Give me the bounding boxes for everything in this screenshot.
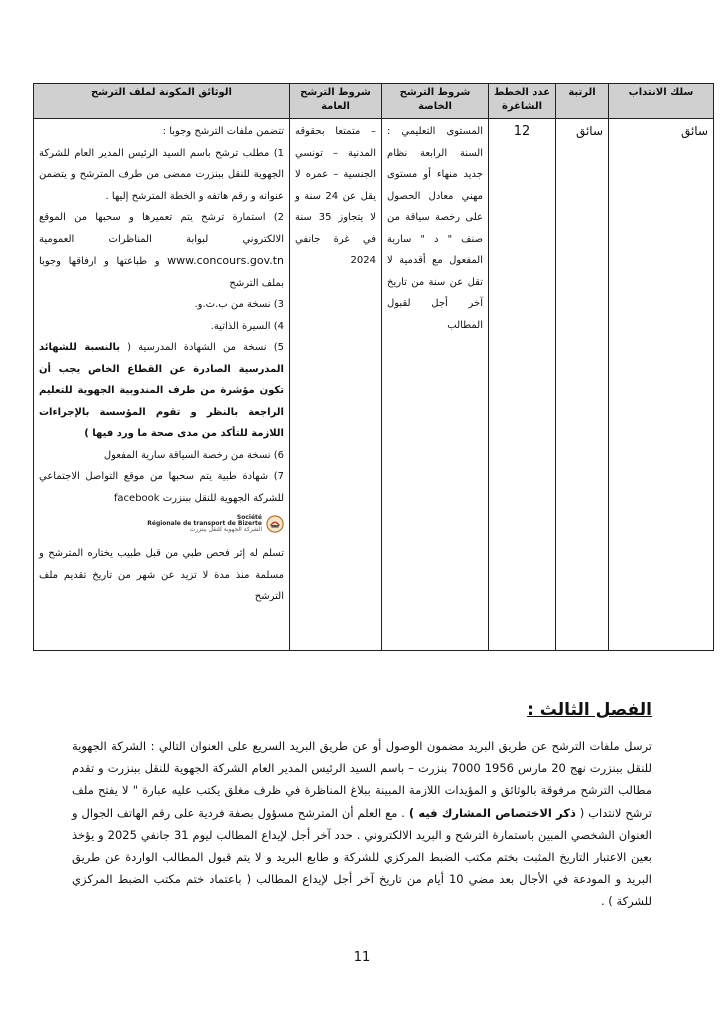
logo-text-ar: الشركة الجهوية للنقل ببنزرت [189,526,262,533]
cell-positions: 12 [489,119,556,651]
cell-grade: سائق [556,119,609,651]
documents-item-2 [39,207,284,294]
table-row [34,119,714,651]
documents-item-1: 1) مطلب ترشح باسم السيد الرئيس المدير العام للشركة الجهوية للنقل ببنزرت ممضى من طرف المترشح و يتضمن عنوانه و رقم هاتفه و الخطة المترشح إليها . [39,147,284,202]
logo-text-fr-1: Société [236,514,262,521]
documents-intro: تتضمن ملفات الترشح وجوبا : [162,126,284,137]
header-positions: عدد الخطط الشاغرة [489,84,556,119]
page-number: 11 [353,950,371,965]
bus-logo-icon [266,515,284,533]
documents-item-6: 6) نسخة من رخصة السياقة سارية المفعول [103,449,284,461]
header-general-conditions: شروط الترشح العامة [290,84,382,119]
header-grade: الرتبة [556,84,609,119]
documents-item-4: 4) السيرة الذاتية. [210,320,284,332]
documents-item-7: 7) شهادة طبية يتم سحبها من موقع التواصل الاجتماعي للشركة الجهوية للنقل ببنزرت facebook [39,471,284,504]
documents-item-3: 3) نسخة من ب.ت.و. [194,299,284,310]
table-header-row [34,84,714,119]
documents-item-2-text-b: و طباعتها و ارفاقها وجوبا بملف الترشح [39,256,284,289]
header-corps: سلك الانتداب [609,84,714,119]
recruitment-table [33,83,714,651]
cell-general-conditions: – متمتعا بحقوقه المدنية – تونسي الجنسية – عمره لا يقل عن 24 سنة و لا يتجاوز 35 سنة في غرة جانفي 2024 [290,119,382,651]
header-special-conditions: شروط الترشح الخاصة [382,84,489,119]
section-text-bold: ذكر الاختصاص المشارك فيه ) [408,805,576,820]
documents-closing: تسلم له إثر فحص طبي من قبل طبيب يختاره المترشح و مسلمة منذ مدة لا تزيد عن شهر من تاريخ تقديم ملف الترشح [39,548,284,602]
documents-item-5 [39,337,284,445]
documents-item-5-text: 5) نسخة من الشهادة المدرسية ( [127,342,284,353]
cell-corps: سائق [609,119,714,651]
section-text-1: ترسل ملفات الترشح عن طريق البريد مضمون الوصول أو عن طريق البريد السريع على العنوان التالي : الشركة الجهوية للنقل ببنزرت نهج 20 مارس 1956 7000 بنزرت – باسم السيد الرئيس المدير العام الشركة الجهوية للنقل ببنزرت و تقدم مطالب الترشح مرفوقة بالوثائق و المؤيدات اللازمة المبينة ببلاغ المناظرة في ظرف مغلق يكتب عليه عبارة " لا يفتح ملف ترشح لانتداب ( [72,739,652,820]
cell-special-conditions: المستوى التعليمي : السنة الرابعة نظام جديد منهاء أو مستوى مهني معادل الحصول على رخصة سياقة من صنف " د " سارية المفعول مع أقدمية لا تقل عن سنة من تاريخ آخر أجل لقبول المطالب [382,119,489,651]
section-body [72,735,652,913]
section-title: الفصل الثالث : [527,700,652,720]
section-paragraph [72,735,652,913]
documents-item-5-bold: بالنسبة للشهائد المدرسية الصادرة عن القطاع الخاص يجب أن تكون مؤشرة من طرف المندوبية الجهوية للتعليم الراجعة بالنظر و تقوم المؤسسة بالإجراءات اللازمة للتأكد من مدى صحة ما ورد فيها ) [39,342,284,439]
header-documents: الوثائق المكونة لملف الترشح [34,84,290,119]
cell-documents [34,119,290,651]
section-text-2: . مع العلم أن المترشح مسؤول بصفة فردية على رقم الهاتف الجوال و العنوان الشخصي المبين باستمارة الترشح و البريد الالكتروني . حدد آخر أجل لإيداع المطالب ليوم 31 جانفي 2025 و يؤخذ بعين الاعتبار التاريخ المثبت بختم مكتب الضبط المركزي للشركة و طابع البريد و لا يتم قبول المطالب الواردة عن طريق البريد و المودعة في الأجال بعد مضي 10 أيام من تاريخ آخر أجل لإيداع المطالب ( باعتماد ختم مكتب الضبط المركزي للشركة ) . [72,805,653,909]
logo-text-fr-2: Régionale de transport de Bizerte [147,520,262,527]
documents-item-2-text: 2) استمارة ترشح يتم تعميرها و سحبها من الموقع الالكتروني لبوابة المناظرات العمومية [39,212,284,245]
company-logo [39,515,284,533]
concours-url-link[interactable]: www.concours.gov.tn [167,254,284,267]
